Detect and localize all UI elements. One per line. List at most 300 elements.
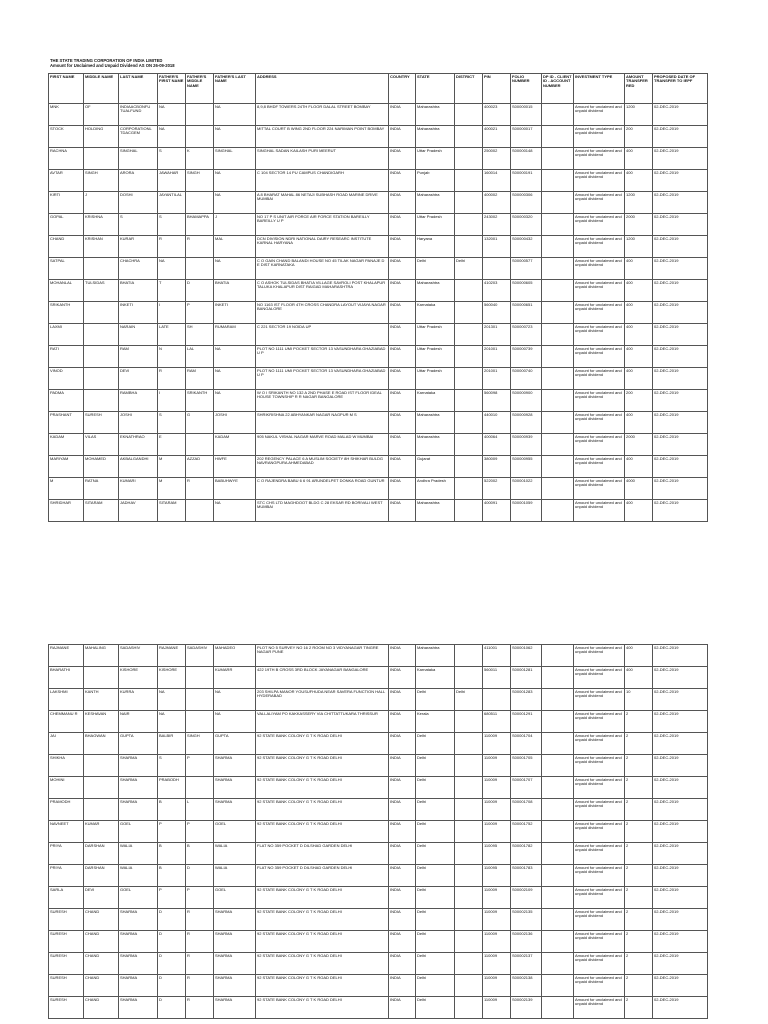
table-cell: INDIA bbox=[389, 500, 416, 522]
table-cell bbox=[455, 192, 483, 214]
table-cell bbox=[186, 500, 214, 522]
table-row bbox=[49, 975, 708, 997]
table-cell: 02-DEC-2019 bbox=[653, 711, 708, 733]
table-cell: 92 STATE BANK COLONY G T K ROAD DELHI bbox=[256, 909, 389, 931]
table-cell: Delhi bbox=[416, 843, 455, 865]
table-cell: VINOD bbox=[49, 368, 84, 390]
table-cell bbox=[542, 755, 574, 777]
table-cell: NA bbox=[158, 104, 186, 126]
table-cell: S00000739 bbox=[511, 346, 542, 368]
table-cell bbox=[542, 192, 574, 214]
table-cell: NA bbox=[158, 689, 186, 711]
table-cell: MOHAMED bbox=[84, 456, 119, 478]
table-cell: 02-DEC-2019 bbox=[653, 390, 708, 412]
table-cell: BABUHWYE bbox=[214, 478, 256, 500]
table-cell: KRISHAN bbox=[84, 236, 119, 258]
column-header: ADDRESS bbox=[256, 74, 389, 104]
table-cell: 2 bbox=[625, 931, 653, 953]
table-cell bbox=[455, 887, 483, 909]
table-cell: WALIA bbox=[119, 843, 158, 865]
table-cell: M bbox=[158, 478, 186, 500]
table-row bbox=[49, 799, 708, 821]
table-cell: 2 bbox=[625, 909, 653, 931]
table-cell: GOPAL bbox=[49, 214, 84, 236]
table-cell bbox=[542, 887, 574, 909]
table-cell: S00001782 bbox=[511, 843, 542, 865]
table-cell: D bbox=[158, 953, 186, 975]
table-cell: SHIKHA bbox=[49, 755, 84, 777]
table-cell: 92 STATE BANK COLONY G T K ROAD DELHI bbox=[256, 755, 389, 777]
table-cell bbox=[455, 434, 483, 456]
table-cell bbox=[186, 711, 214, 733]
table-cell: SHARMA bbox=[214, 931, 256, 953]
table-cell: Amount for unclaimed and unpaid dividend bbox=[574, 324, 625, 346]
table-cell: 110009 bbox=[483, 821, 511, 843]
table-row bbox=[49, 777, 708, 799]
table-cell: SHRIDHAR bbox=[49, 500, 84, 522]
table-cell: Uttar Pradesh bbox=[416, 148, 455, 170]
table-cell: 110009 bbox=[483, 931, 511, 953]
table-cell: SHARMA bbox=[119, 997, 158, 1019]
table-cell: INDIA bbox=[389, 711, 416, 733]
table-cell bbox=[84, 346, 119, 368]
table-cell: SURESH bbox=[49, 997, 84, 1019]
table-cell: KANTH bbox=[84, 689, 119, 711]
table-row bbox=[49, 170, 708, 192]
table-cell bbox=[542, 865, 574, 887]
table-cell: BALBIR bbox=[158, 733, 186, 755]
table-cell: 02-DEC-2019 bbox=[653, 887, 708, 909]
table-cell: Amount for unclaimed and unpaid dividend bbox=[574, 667, 625, 689]
table-cell: 400 bbox=[625, 170, 653, 192]
table-cell: INDIA bbox=[389, 148, 416, 170]
table-cell: R bbox=[186, 931, 214, 953]
table-cell: Maharashtra bbox=[416, 280, 455, 302]
table-cell: Delhi bbox=[416, 755, 455, 777]
table-cell: AVTAR bbox=[49, 170, 84, 192]
table-cell: BHARATHI bbox=[49, 667, 84, 689]
table-cell: 2 bbox=[625, 975, 653, 997]
table-row bbox=[49, 645, 708, 667]
table-cell: D bbox=[158, 997, 186, 1019]
table-cell: 02-DEC-2019 bbox=[653, 346, 708, 368]
table-row bbox=[49, 148, 708, 170]
table-cell: Amount for unclaimed and unpaid dividend bbox=[574, 777, 625, 799]
table-cell bbox=[542, 843, 574, 865]
table-cell: D bbox=[158, 931, 186, 953]
table-cell: SITARAM bbox=[158, 500, 186, 522]
table-cell: 02-DEC-2019 bbox=[653, 214, 708, 236]
table-cell: 2 bbox=[625, 865, 653, 887]
table-cell: RAM bbox=[186, 368, 214, 390]
table-cell: GOEL bbox=[119, 821, 158, 843]
table-cell: KISHORE bbox=[158, 667, 186, 689]
table-cell: INDIA bbox=[389, 667, 416, 689]
table-cell bbox=[542, 236, 574, 258]
table-cell: 92 STATE BANK COLONY G T K ROAD DELHI bbox=[256, 777, 389, 799]
table-cell bbox=[455, 104, 483, 126]
table-cell: SHARMA bbox=[119, 755, 158, 777]
table-cell bbox=[455, 843, 483, 865]
table-cell: INDIA bbox=[389, 280, 416, 302]
table-cell: NA bbox=[158, 258, 186, 280]
table-cell: INDIA bbox=[389, 368, 416, 390]
table-cell bbox=[542, 324, 574, 346]
table-cell: S bbox=[158, 412, 186, 434]
table-cell: Amount for unclaimed and unpaid dividend bbox=[574, 280, 625, 302]
table-cell: 92 STATE BANK COLONY G T K ROAD DELHI bbox=[256, 887, 389, 909]
table-row bbox=[49, 104, 708, 126]
table-cell: 4000 bbox=[625, 478, 653, 500]
table-cell: Amount for unclaimed and unpaid dividend bbox=[574, 733, 625, 755]
table-row bbox=[49, 434, 708, 456]
table-cell: STC CHS LTD MAGHDOOT BLDG C 28 EKSAR RD BORIVALI WEST MUMBAI bbox=[256, 500, 389, 522]
table-row bbox=[49, 711, 708, 733]
table-cell bbox=[542, 302, 574, 324]
table-cell: 110009 bbox=[483, 953, 511, 975]
table-cell: NARAIN bbox=[119, 324, 158, 346]
table-cell: SHARMA bbox=[214, 975, 256, 997]
table-cell: R bbox=[158, 236, 186, 258]
table-cell: HWFE bbox=[214, 456, 256, 478]
table-cell bbox=[542, 214, 574, 236]
table-cell: R bbox=[186, 236, 214, 258]
table-cell: JAI bbox=[49, 733, 84, 755]
table-cell: Amount for unclaimed and unpaid dividend bbox=[574, 953, 625, 975]
table-cell: INDIA bbox=[389, 236, 416, 258]
table-cell: INDIA bbox=[389, 170, 416, 192]
table-cell bbox=[84, 324, 119, 346]
table-cell: INDIA bbox=[389, 909, 416, 931]
company-title: THE STATE TRADING CORPORATION OF INDIA LIMITED bbox=[50, 58, 163, 63]
table-cell: RUMARAM bbox=[214, 324, 256, 346]
table-cell: 560011 bbox=[483, 667, 511, 689]
table-cell: 201001 bbox=[483, 368, 511, 390]
table-cell: KISHORE bbox=[119, 667, 158, 689]
table-cell: JOSHI bbox=[214, 412, 256, 434]
table-row bbox=[49, 478, 708, 500]
table-cell: P bbox=[186, 302, 214, 324]
table-cell: 02-DEC-2019 bbox=[653, 258, 708, 280]
table-cell: 2 bbox=[625, 953, 653, 975]
table-cell bbox=[84, 390, 119, 412]
table-cell bbox=[542, 733, 574, 755]
table-cell: PLOT NO 5 SURVEY NO 16 2 ROOM NO 3 VIDYANAGAR TINGRE NAGAR PUNE bbox=[256, 645, 389, 667]
table-cell: 02-DEC-2019 bbox=[653, 500, 708, 522]
table-cell: J bbox=[214, 214, 256, 236]
table-cell: A 8 BHARAT MAHAL 86 NETAJI SUBHASH ROAD MARINE DRIVE MUMBAI bbox=[256, 192, 389, 214]
table-cell bbox=[455, 931, 483, 953]
table-cell: RATI bbox=[49, 346, 84, 368]
table-cell bbox=[455, 799, 483, 821]
table-cell: 410203 bbox=[483, 280, 511, 302]
table-cell: CHAND bbox=[84, 931, 119, 953]
table-cell: INDIA bbox=[389, 192, 416, 214]
table-cell: GOEL bbox=[119, 887, 158, 909]
table-cell: PRABODH bbox=[158, 777, 186, 799]
table-cell: Maharashtra bbox=[416, 645, 455, 667]
table-cell bbox=[84, 667, 119, 689]
table-cell: SURESH bbox=[49, 931, 84, 953]
table-cell: SHARMA bbox=[119, 909, 158, 931]
table-cell: DCN DIVISION NDRI NATIONAL DAIRY RESEARC INSTITUTE KARNAL HARYANA bbox=[256, 236, 389, 258]
table-cell: Maharashtra bbox=[416, 104, 455, 126]
table-cell bbox=[542, 667, 574, 689]
table-cell: S00000605 bbox=[511, 280, 542, 302]
table-cell: Amount for unclaimed and unpaid dividend bbox=[574, 434, 625, 456]
table-cell: 02-DEC-2019 bbox=[653, 953, 708, 975]
table-cell: Maharashtra bbox=[416, 500, 455, 522]
table-cell bbox=[542, 434, 574, 456]
table-cell: 522002 bbox=[483, 478, 511, 500]
table-cell: GUPTA bbox=[214, 733, 256, 755]
table-cell: 411001 bbox=[483, 645, 511, 667]
table-cell: RAM bbox=[119, 346, 158, 368]
table-cell: Amount for unclaimed and unpaid dividend bbox=[574, 412, 625, 434]
table-cell: Amount for unclaimed and unpaid dividend bbox=[574, 689, 625, 711]
table-cell: S00000955 bbox=[511, 456, 542, 478]
table-cell bbox=[186, 192, 214, 214]
table-cell: D bbox=[186, 280, 214, 302]
table-cell bbox=[542, 689, 574, 711]
table-cell: D bbox=[186, 865, 214, 887]
table-cell: S00001707 bbox=[511, 777, 542, 799]
table-cell: 2 bbox=[625, 777, 653, 799]
table-cell: 110009 bbox=[483, 909, 511, 931]
table-cell: Haryana bbox=[416, 236, 455, 258]
table-cell: Amount for unclaimed and unpaid dividend bbox=[574, 148, 625, 170]
table-cell: 02-DEC-2019 bbox=[653, 865, 708, 887]
table-cell: 202 REGENCY PALACE 6 A MUSLIM SOCIETY 8H SHIKHAR BULDG NAVRANGPURA AHMEDABAD bbox=[256, 456, 389, 478]
table-cell bbox=[542, 953, 574, 975]
table-row bbox=[49, 412, 708, 434]
table-cell: MAHADEO bbox=[214, 645, 256, 667]
table-cell bbox=[455, 711, 483, 733]
table-cell: INDIA bbox=[389, 645, 416, 667]
table-cell: 02-DEC-2019 bbox=[653, 843, 708, 865]
table-cell: 92 STATE BANK COLONY G T K ROAD DELHI bbox=[256, 821, 389, 843]
table-cell: INDIA bbox=[389, 302, 416, 324]
table-cell: KADAM bbox=[49, 434, 84, 456]
table-cell: B bbox=[186, 843, 214, 865]
table-cell: LAL bbox=[186, 346, 214, 368]
table-cell: SRIKANTH bbox=[49, 302, 84, 324]
table-row bbox=[49, 887, 708, 909]
table-cell: 400 bbox=[625, 667, 653, 689]
table-cell: INDIA bbox=[389, 843, 416, 865]
table-cell: W O I SRIKANTH NO 132 A 2ND PHASE E ROAD IST FLOOR IDEAL HOUSE TOWNSHIP R R NAGAR BANGALORE bbox=[256, 390, 389, 412]
table-cell bbox=[84, 755, 119, 777]
table-cell: INDIA bbox=[389, 953, 416, 975]
table-cell: 2 bbox=[625, 821, 653, 843]
table-cell: 02-DEC-2019 bbox=[653, 909, 708, 931]
table-cell bbox=[455, 500, 483, 522]
table-cell: 400091 bbox=[483, 500, 511, 522]
table-cell: Delhi bbox=[416, 258, 455, 280]
table-cell: S00000723 bbox=[511, 324, 542, 346]
table-cell: 2 bbox=[625, 887, 653, 909]
table-cell: Delhi bbox=[416, 953, 455, 975]
table-cell: D bbox=[158, 909, 186, 931]
table-cell: SATPAL bbox=[49, 258, 84, 280]
table-cell bbox=[455, 368, 483, 390]
table-cell: 201301 bbox=[483, 324, 511, 346]
table-cell: 02-DEC-2019 bbox=[653, 478, 708, 500]
table-cell: Amount for unclaimed and unpaid dividend bbox=[574, 192, 625, 214]
table-cell: 02-DEC-2019 bbox=[653, 280, 708, 302]
table-cell: 200 bbox=[625, 126, 653, 148]
table-cell: INDIA bbox=[389, 214, 416, 236]
table-cell: INDIA bbox=[389, 887, 416, 909]
table-cell: PRIYA bbox=[49, 865, 84, 887]
table-cell: M bbox=[49, 478, 84, 500]
table-cell: 02-DEC-2019 bbox=[653, 733, 708, 755]
table-cell: S00000928 bbox=[511, 412, 542, 434]
table-cell: S00001708 bbox=[511, 799, 542, 821]
table-cell: RATNA bbox=[84, 478, 119, 500]
table-cell: M bbox=[158, 456, 186, 478]
table-cell: S00000306 bbox=[511, 192, 542, 214]
column-header: FOLIO NUMBER bbox=[511, 74, 542, 104]
table-cell bbox=[455, 645, 483, 667]
table-cell: BHAMAPPA bbox=[186, 214, 214, 236]
table-cell: AZZAD bbox=[186, 456, 214, 478]
table-cell: 110009 bbox=[483, 755, 511, 777]
table-cell: G bbox=[186, 412, 214, 434]
table-cell: Delhi bbox=[416, 997, 455, 1019]
table-cell: JAYANTILAL bbox=[158, 192, 186, 214]
table-cell: 92 STATE BANK COLONY G T K ROAD DELHI bbox=[256, 799, 389, 821]
table-cell: 8,9,8 BHDF TOWERS 24TH FLOOR DALAL STREET BOMBAY bbox=[256, 104, 389, 126]
table-cell: P bbox=[186, 887, 214, 909]
table-cell bbox=[542, 997, 574, 1019]
table-cell: I bbox=[158, 302, 186, 324]
table-cell: CHACHRA bbox=[119, 258, 158, 280]
table-cell: 1200 bbox=[625, 236, 653, 258]
table-cell bbox=[542, 368, 574, 390]
table-cell: DEVI bbox=[119, 368, 158, 390]
table-cell: I bbox=[158, 390, 186, 412]
table-cell bbox=[455, 324, 483, 346]
table-cell: 110009 bbox=[483, 997, 511, 1019]
table-cell bbox=[84, 148, 119, 170]
table-cell bbox=[542, 126, 574, 148]
column-header: FATHER'S MIDDLE NAME bbox=[186, 74, 214, 104]
table-cell: Delhi bbox=[416, 975, 455, 997]
table-cell: 132001 bbox=[483, 236, 511, 258]
table-cell bbox=[84, 302, 119, 324]
column-header: PROPOSED DATE OF TRANSFER TO IEPF bbox=[653, 74, 708, 104]
table-cell: 02-DEC-2019 bbox=[653, 126, 708, 148]
table-cell: INKETI bbox=[214, 302, 256, 324]
table-cell: S00002139 bbox=[511, 997, 542, 1019]
table-cell: 2 bbox=[625, 799, 653, 821]
table-cell: Amount for unclaimed and unpaid dividend bbox=[574, 865, 625, 887]
table-cell: SADASHIV bbox=[119, 645, 158, 667]
table-cell: KIRTI bbox=[49, 192, 84, 214]
table-cell: NA bbox=[214, 126, 256, 148]
table-cell: S00002109 bbox=[511, 887, 542, 909]
table-cell: J bbox=[84, 192, 119, 214]
table-cell: SURESH bbox=[49, 975, 84, 997]
table-cell: 160014 bbox=[483, 170, 511, 192]
table-row bbox=[49, 214, 708, 236]
table-cell: HOLDING bbox=[84, 126, 119, 148]
table-cell: 250002 bbox=[483, 148, 511, 170]
document-heading bbox=[50, 58, 175, 69]
table-cell: C O RAJENDRA BABU 6 6 91 ARUNDELPET DONKA ROAD GUNTUR bbox=[256, 478, 389, 500]
table-cell: B bbox=[158, 843, 186, 865]
table-cell bbox=[455, 126, 483, 148]
table-cell: B bbox=[158, 799, 186, 821]
table-cell: Karnataka bbox=[416, 390, 455, 412]
table-cell: SHARMA bbox=[214, 755, 256, 777]
table-cell: OF bbox=[84, 104, 119, 126]
table-cell: T bbox=[158, 280, 186, 302]
table-cell bbox=[455, 667, 483, 689]
table-cell: 400 bbox=[625, 280, 653, 302]
table-cell: MARIYAM bbox=[49, 456, 84, 478]
table-cell bbox=[455, 302, 483, 324]
table-cell: Delhi bbox=[416, 799, 455, 821]
table-cell: JADHAV bbox=[119, 500, 158, 522]
table-cell: INDIA bbox=[389, 258, 416, 280]
table-cell: NA bbox=[214, 711, 256, 733]
table-cell: INDIA bbox=[389, 434, 416, 456]
table-cell: PLOT NO 1111 UMI POCKET SECTOR 13 VASUNDHARA GHAZIABAD U P bbox=[256, 346, 389, 368]
table-cell: Amount for unclaimed and unpaid dividend bbox=[574, 478, 625, 500]
table-cell: 400 bbox=[625, 324, 653, 346]
table-cell: Amount for unclaimed and unpaid dividend bbox=[574, 236, 625, 258]
table-cell: R bbox=[186, 478, 214, 500]
table-cell: Delhi bbox=[455, 258, 483, 280]
table-cell: Amount for unclaimed and unpaid dividend bbox=[574, 104, 625, 126]
table-cell: S00001022 bbox=[511, 478, 542, 500]
table-cell bbox=[455, 953, 483, 975]
table-cell: FLAT NO 359 POCKET D DILSHAD GARDEN DELHI bbox=[256, 865, 389, 887]
table-row bbox=[49, 865, 708, 887]
table-cell: RACHNA bbox=[49, 148, 84, 170]
table-cell: N bbox=[158, 346, 186, 368]
table-cell: 422 19TH B CROSS 3RD BLOCK JAYANAGAR BANGALORE bbox=[256, 667, 389, 689]
table-cell: SRIKANTH bbox=[186, 390, 214, 412]
table-row bbox=[49, 456, 708, 478]
table-cell: Uttar Pradesh bbox=[416, 368, 455, 390]
table-cell: WALIA bbox=[214, 843, 256, 865]
table-cell: 2 bbox=[625, 755, 653, 777]
table-cell: S00001783 bbox=[511, 865, 542, 887]
table-cell: 02-DEC-2019 bbox=[653, 170, 708, 192]
table-cell: SINGHAL bbox=[119, 148, 158, 170]
table-cell: NA bbox=[214, 170, 256, 192]
table-row bbox=[49, 667, 708, 689]
table-cell: Amount for unclaimed and unpaid dividend bbox=[574, 997, 625, 1019]
table-cell: 10 bbox=[625, 689, 653, 711]
table-cell: SHARMA bbox=[214, 997, 256, 1019]
table-cell: S00001059 bbox=[511, 500, 542, 522]
table-row bbox=[49, 689, 708, 711]
table-cell: NA bbox=[214, 258, 256, 280]
table-cell bbox=[455, 478, 483, 500]
table-cell: 02-DEC-2019 bbox=[653, 755, 708, 777]
table-cell: SHARMA bbox=[119, 777, 158, 799]
table-cell: Maharashtra bbox=[416, 412, 455, 434]
column-header: FIRST NAME bbox=[49, 74, 84, 104]
table-cell: VALLALIYAM PO KAKKASSERY VIA CHITTATTUKARA THRISSUR bbox=[256, 711, 389, 733]
table-cell: E bbox=[158, 434, 186, 456]
table-cell: 02-DEC-2019 bbox=[653, 104, 708, 126]
table-cell: DOSHI bbox=[119, 192, 158, 214]
